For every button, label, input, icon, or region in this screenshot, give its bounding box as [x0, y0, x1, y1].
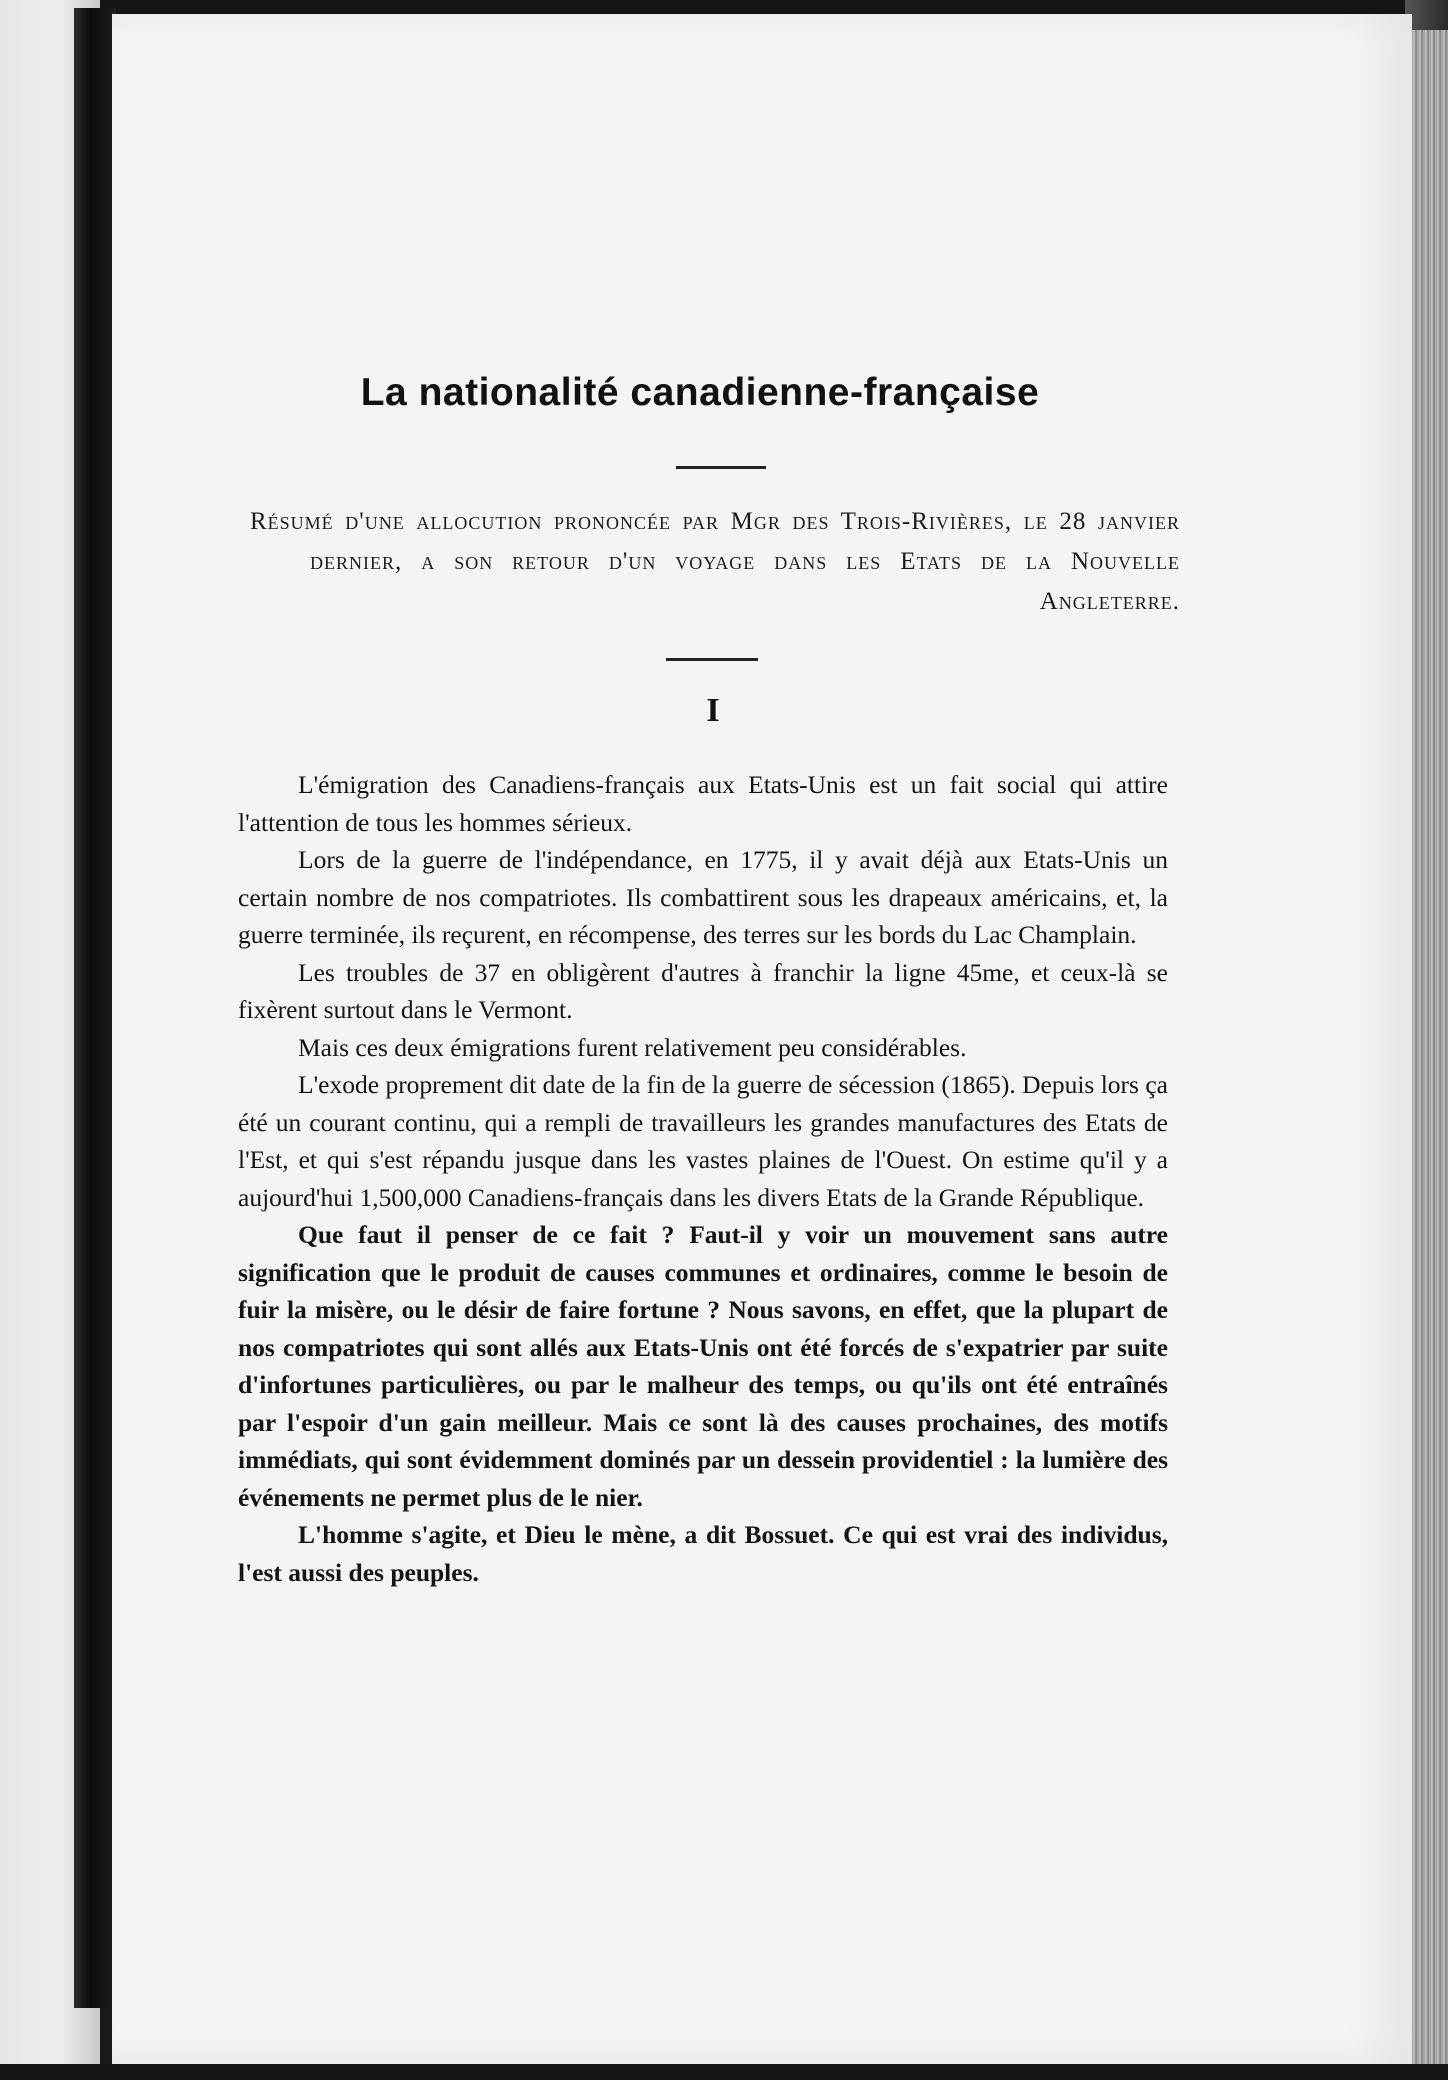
- article-body: [238, 766, 1168, 1591]
- paragraph-4: Mais ces deux émigrations furent relativement peu considérables.: [298, 1032, 967, 1062]
- scan-bottom-edge: [0, 2064, 1448, 2080]
- subtitle-divider: [666, 658, 758, 661]
- paragraph-2: Lors de la guerre de l'indépendance, en 1775, il y avait déjà aux Etats-Unis un certain nombre de nos compatriotes. Ils combattirent sous les drapeaux américains, et, la guerre terminée, ils reçurent, en récompense, des terres sur les bords du Lac Champlain.: [238, 845, 1168, 949]
- paragraph-1: L'émigration des Canadiens-français aux Etats-Unis est un fait social qui attire l'attention de tous les hommes sérieux.: [238, 770, 1168, 837]
- section-numeral: I: [706, 692, 720, 729]
- title-divider: [676, 466, 766, 469]
- scan-top-edge: [0, 0, 1448, 14]
- paragraph-5: L'exode proprement dit date de la fin de la guerre de sécession (1865). Depuis lors ça été un courant continu, qui a rempli de travailleurs les grandes manufactures des Etats de l'Est, et qui s'est répandu jusque dans les vastes plaines de l'Ouest. On estime qu'il y a aujourd'hui 1,500,000 Canadiens-français dans les divers Etats de la Grande République.: [238, 1070, 1168, 1212]
- paragraph-7: L'homme s'agite, et Dieu le mène, a dit Bossuet. Ce qui est vrai des individus, l'est aussi des peuples.: [238, 1520, 1168, 1587]
- book-gutter: [74, 8, 116, 2008]
- article-title: La nationalité canadienne-française: [360, 371, 1040, 414]
- article-subtitle: Résumé d'une allocution prononcée par Mgr des Trois-Rivières, le 28 janvier dernier, a son retour d'un voyage dans les Etats de la Nouvelle Angleterre.: [250, 508, 1180, 615]
- paragraph-6: Que faut il penser de ce fait ? Faut-il y voir un mouvement sans autre signification que le produit de causes communes et ordinaires, comme le besoin de fuir la misère, ou le désir de faire fortune ? Nous savons, en effet, que la plupart de nos compatriotes qui sont allés aux Etats-Unis ont été forcés de s'expatrier par suite d'infortunes particulières, ou par le malheur des temps, ou qu'ils ont été entraînés par l'espoir d'un gain meilleur. Mais ce sont là des causes prochaines, des motifs immédiats, qui sont évidemment dominés par un dessein providentiel : la lumière des événements ne permet plus de le nier.: [238, 1220, 1168, 1512]
- paragraph-3: Les troubles de 37 en obligèrent d'autres à franchir la ligne 45me, et ceux-là se fixèrent surtout dans le Vermont.: [238, 957, 1168, 1024]
